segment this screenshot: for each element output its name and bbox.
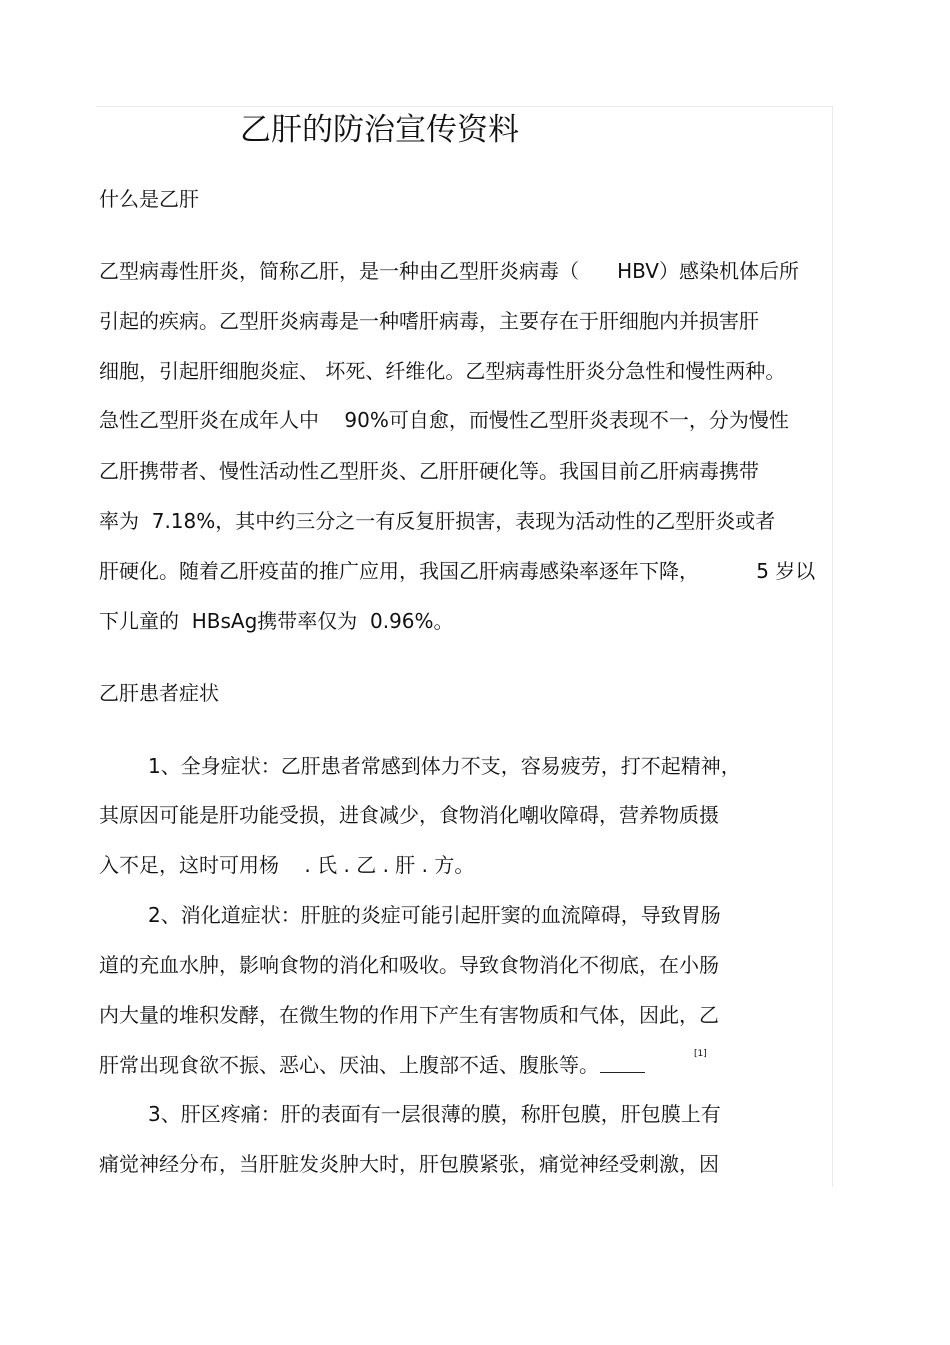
section-heading-symptoms: 乙肝患者症状 — [99, 681, 219, 705]
blank-underline — [600, 1072, 645, 1073]
paragraph-line: 道的充血水肿，影响食物的消化和吸收。导致食物消化不彻底，在小肠 — [99, 953, 719, 977]
paragraph-line: 肝常出现食欲不振、恶心、厌油、上腹部不适、腹胀等。 — [99, 1053, 599, 1077]
paragraph-line: 痛觉神经分布，当肝脏发炎肿大时，肝包膜紧张，痛觉神经受刺激，因 — [99, 1152, 719, 1176]
paragraph-line: 1、全身症状：乙肝患者常感到体力不支，容易疲劳，打不起精神， — [148, 754, 741, 778]
section-heading-what-is-hepatitis-b: 什么是乙肝 — [99, 187, 199, 211]
paragraph-line: 下儿童的 HBsAg携带率仅为 0.96%。 — [99, 609, 454, 633]
paragraph-line: 其原因可能是肝功能受损，进食减少，食物消化嘲收障碍，营养物质摄 — [99, 803, 719, 827]
paragraph-line: 乙肝携带者、慢性活动性乙型肝炎、乙肝肝硬化等。我国目前乙肝病毒携带 — [99, 459, 759, 483]
footnote-marker: [1] — [694, 1049, 707, 1059]
paragraph-line: 率为 7.18%，其中约三分之一有反复肝损害，表现为活动性的乙型肝炎或者 — [99, 509, 776, 533]
paragraph-line: 入不足，这时可用杨 . 氏 . 乙 . 肝 . 方。 — [99, 853, 475, 877]
document-title: 乙肝的防治宣传资料 — [240, 112, 519, 148]
paragraph-line: 2、消化道症状：肝脏的炎症可能引起肝窦的血流障碍，导致胃肠 — [148, 903, 721, 927]
paragraph-line: 肝硬化。随着乙肝疫苗的推广应用，我国乙肝病毒感染率逐年下降， 5 岁以 — [99, 559, 816, 583]
paragraph-line: 乙型病毒性肝炎，简称乙肝，是一种由乙型肝炎病毒（ HBV）感染机体后所 — [99, 259, 799, 283]
paragraph-line: 细胞，引起肝细胞炎症、 坏死、纤维化。乙型病毒性肝炎分急性和慢性两种。 — [99, 359, 786, 383]
paragraph-line: 3、肝区疼痛：肝的表面有一层很薄的膜，称肝包膜，肝包膜上有 — [148, 1102, 721, 1126]
paragraph-line: 急性乙型肝炎在成年人中 90%可自愈，而慢性乙型肝炎表现不一，分为慢性 — [99, 408, 789, 432]
paragraph-line: 内大量的堆积发酵，在微生物的作用下产生有害物质和气体，因此，乙 — [99, 1003, 719, 1027]
paragraph-line: 引起的疾病。乙型肝炎病毒是一种嗜肝病毒，主要存在于肝细胞内并损害肝 — [99, 309, 759, 333]
